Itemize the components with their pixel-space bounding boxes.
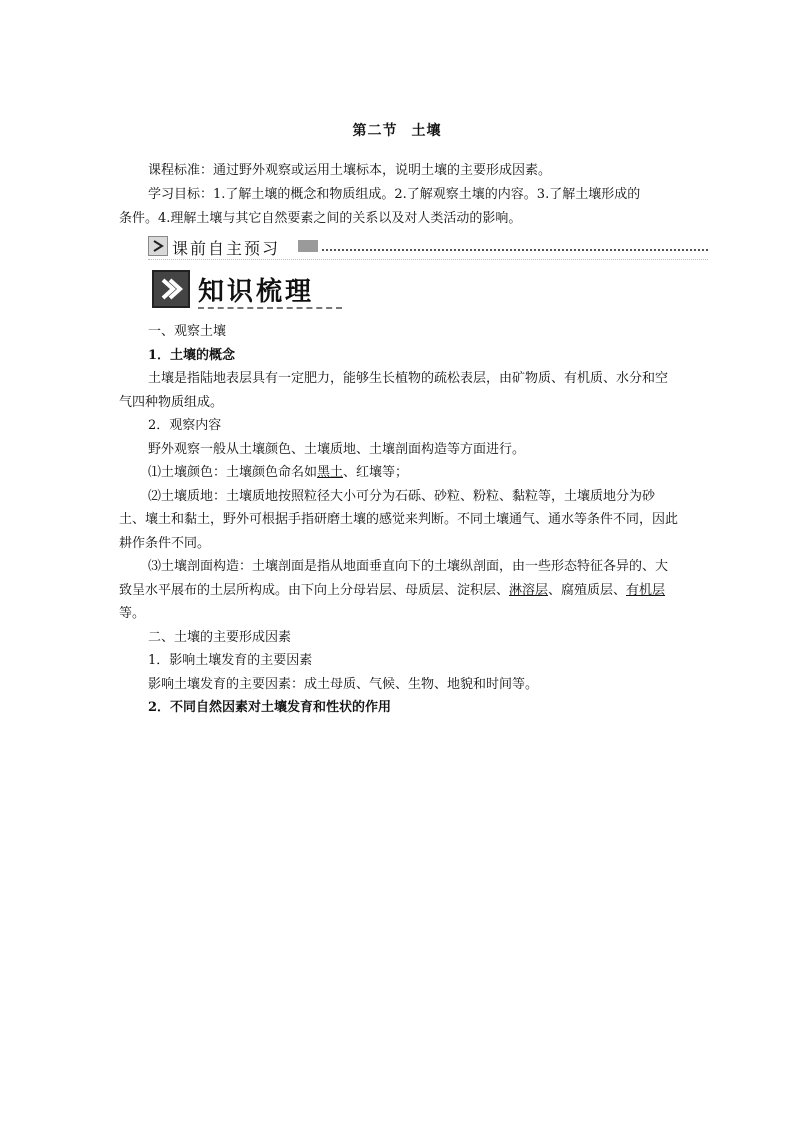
subsection-2-2-heading: 2．不同自然因素对土壤发育和性状的作用 — [148, 700, 392, 715]
banner-label: 课前自主预习 — [172, 239, 281, 258]
section-2-heading: 二、土壤的主要形成因素 — [148, 629, 292, 645]
paragraph-soil-profile — [119, 555, 679, 626]
knowledge-label: 知识梳理 — [198, 277, 315, 307]
soil-color-text-end: 、红壤等； — [343, 465, 409, 480]
subsection-1-1-heading: 1．土壤的概念 — [148, 347, 236, 363]
banner-gray-bar — [298, 240, 318, 252]
section-number: 第二节 — [352, 123, 398, 139]
course-standard: 课程标准：通过野外观察或运用土壤标本，说明土壤的主要形成因素。 — [148, 163, 552, 178]
subsection-2-1-text: 影响土壤发育的主要因素：成土母质、气候、生物、地貌和时间等。 — [148, 676, 539, 692]
learning-objectives-line1: 学习目标：1.了解土壤的概念和物质组成。2.了解观察土壤的内容。3.了解土壤形成的 — [148, 187, 641, 202]
chevron-right-icon — [152, 270, 190, 308]
preview-banner — [148, 234, 708, 260]
knowledge-underline — [198, 307, 342, 309]
soil-profile-text-end: 等。 — [119, 606, 146, 621]
soil-color-underlined: 黑土 — [317, 465, 344, 480]
subsection-1-2-intro: 野外观察一般从土壤颜色、土壤质地、土壤剖面构造等方面进行。 — [148, 441, 526, 457]
subsection-2-1-heading: 1．影响土壤发育的主要因素 — [148, 653, 313, 668]
banner-dotted-line — [322, 249, 708, 251]
knowledge-header — [152, 270, 342, 310]
section-title — [0, 120, 794, 140]
course-standard-block — [119, 159, 679, 231]
soil-color-text: ⑴土壤颜色：土壤颜色命名如 — [148, 465, 318, 480]
document-body — [119, 320, 679, 720]
banner-underline — [148, 259, 708, 260]
paragraph-soil-color — [119, 461, 679, 485]
soil-profile-text: ⑶土壤剖面构造：土壤剖面是指从地面垂直向下的土壤纵剖面，由一些形态特征各异的、大致呈水平展布的土层所构成。由下向上分母岩层、母质层、淀积层、 — [119, 559, 669, 598]
subsection-1-2-heading: 2．观察内容 — [148, 418, 222, 433]
soil-profile-underlined-1: 淋溶层 — [509, 582, 549, 598]
soil-profile-underlined-2: 有机层 — [626, 582, 666, 598]
play-arrow-icon — [148, 236, 168, 256]
soil-profile-text-mid: 、腐殖质层、 — [548, 582, 627, 598]
section-topic: 土壤 — [411, 123, 442, 139]
subsection-1-1-text: 土壤是指陆地表层具有一定肥力，能够生长植物的疏松表层，由矿物质、有机质、水分和空气四种物质组成。 — [119, 371, 669, 410]
paragraph-soil-texture: ⑵土壤质地：土壤质地按照粒径大小可分为石砾、砂粒、粉粒、黏粒等，土壤质地分为砂土、壤土和黏土，野外可根据手指研磨土壤的感觉来判断。不同土壤通气、通水等条件不同，因此耕作条件不同。 — [119, 488, 679, 551]
section-1-heading: 一、观察土壤 — [148, 324, 227, 339]
learning-objectives-line2: 条件。4.理解土壤与其它自然要素之间的关系以及对人类活动的影响。 — [119, 211, 522, 226]
